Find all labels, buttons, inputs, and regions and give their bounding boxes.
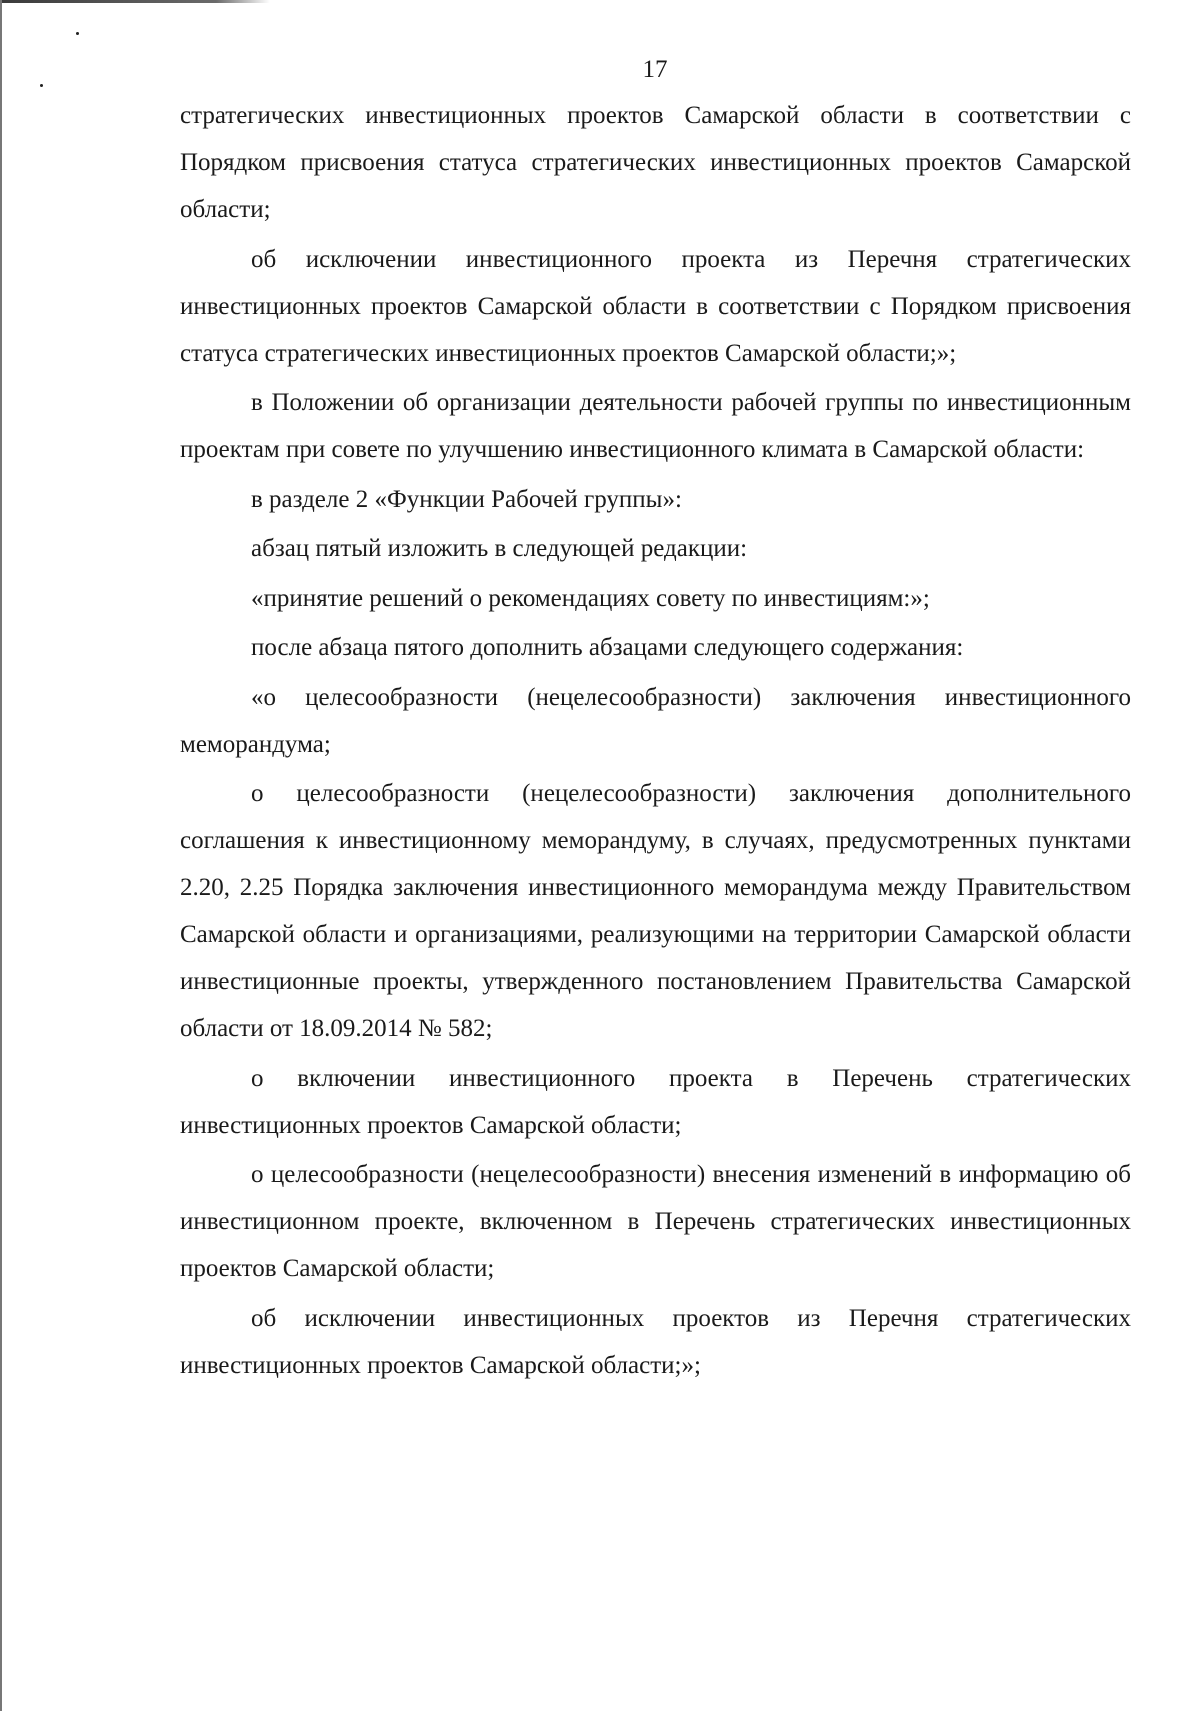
scan-top-edge [0, 0, 270, 3]
paragraph: о включении инвестиционного проекта в Перечень стратегических инвестиционных проектов Самарской области; [180, 1064, 1131, 1139]
paragraph: в Положении об организации деятельности рабочей группы по инвестиционным проектам при совете по улучшению инвестиционного климата в Самарской области: [180, 389, 1131, 463]
paragraph: о целесообразности (нецелесообразности) внесения изменений в информацию об инвестиционном проекте, включенном в Перечень стратегических инвестиционных проектов Самарской области; [180, 1161, 1131, 1282]
paragraph: «о целесообразности (нецелесообразности) заключения инвестиционного меморандума; [180, 683, 1131, 758]
paragraph: о целесообразности (нецелесообразности) заключения дополнительного соглашения к инвестиционному меморандуму, в случаях, предусмотренных пунктами 2.20, 2.25 Порядка заключения инвестиционного меморандума между Правительством Самарской области и организациями, реализующими на территории Самарской области инвестиционные проекты, утвержденного постановлением Правительства Самарской области от 18.09.2014 № 582; [180, 780, 1131, 1042]
scan-speck [76, 32, 79, 35]
paragraph: «принятие решений о рекомендациях совету по инвестициям:»; [251, 584, 930, 612]
page-number: 17 [642, 56, 668, 83]
paragraph: об исключении инвестиционного проекта из Перечня стратегических инвестиционных проектов Самарской области в соответствии с Порядком присвоения статуса стратегических инвестиционных проектов Самарской области;»; [180, 245, 1131, 367]
paragraph-continuation: стратегических инвестиционных проектов Самарской области в соответствии с Порядком присвоения статуса стратегических инвестиционных проектов Самарской области; [180, 102, 1131, 223]
paragraph: после абзаца пятого дополнить абзацами следующего содержания: [251, 634, 964, 661]
paragraph: об исключении инвестиционных проектов из Перечня стратегических инвестиционных проектов Самарской области;»; [180, 1304, 1131, 1379]
document-body [180, 92, 1131, 1391]
scan-left-edge [0, 0, 2, 1711]
paragraph: в разделе 2 «Функции Рабочей группы»: [251, 485, 682, 513]
paragraph: абзац пятый изложить в следующей редакции: [251, 535, 748, 562]
